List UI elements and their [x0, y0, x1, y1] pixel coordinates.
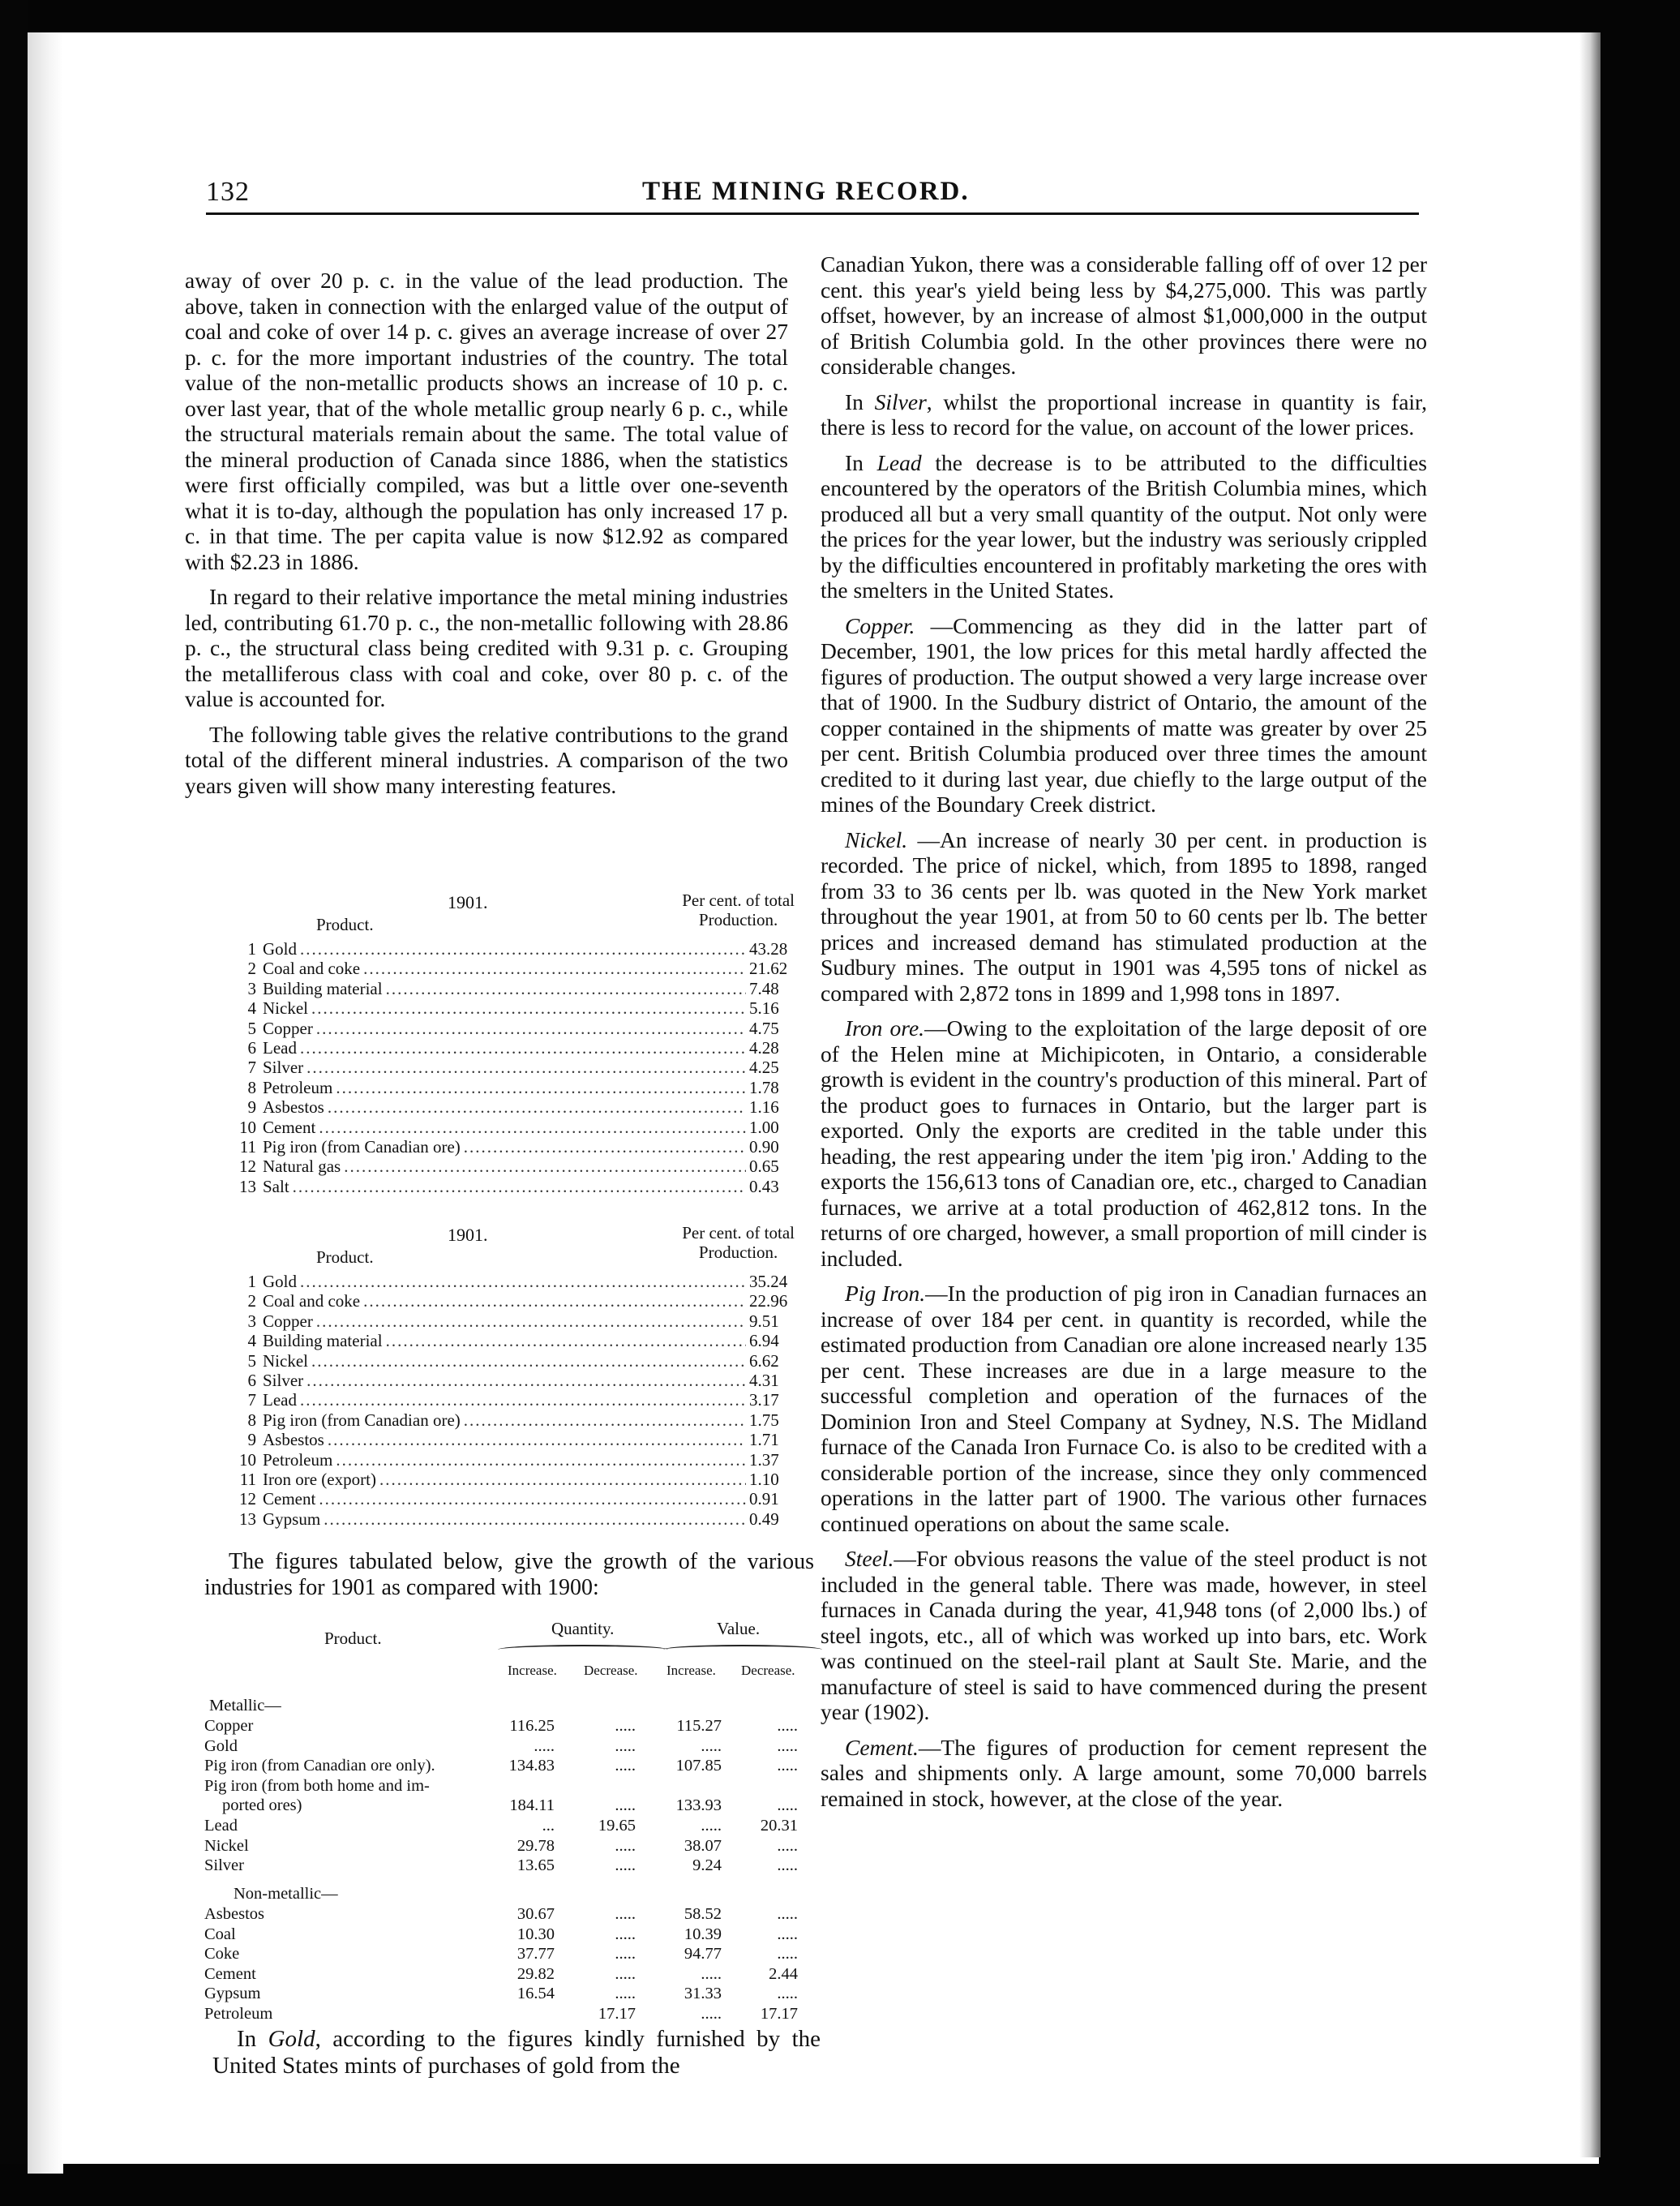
product-header: Product. — [316, 915, 374, 934]
row-product: Coal — [204, 1925, 236, 1943]
cell-v-dec: 20.31 — [760, 1817, 798, 1835]
row-product: Silver — [263, 1370, 304, 1390]
row-number: 12 — [239, 1489, 256, 1509]
cell-q-dec: ..... — [615, 1736, 636, 1755]
left-column-text — [185, 268, 788, 808]
gold-paragraph: In Gold, according to the figures kindly furnished by the United States mints of purchases of gold from the — [212, 2026, 821, 2079]
row-product: Gypsum — [204, 1985, 261, 2003]
cell-v-inc: ..... — [701, 2005, 722, 2023]
row-number: 11 — [239, 1136, 256, 1157]
table-row — [235, 1157, 795, 1176]
row-product: Asbestos — [263, 1430, 324, 1450]
row-number: 7 — [247, 1058, 256, 1078]
year-header: 1901. — [448, 892, 488, 912]
row-percent: 4.28 — [749, 1037, 779, 1058]
cell-v-dec: ..... — [777, 1757, 798, 1775]
table-row — [204, 1836, 821, 1856]
row-percent: 1.16 — [749, 1097, 779, 1118]
row-percent: 21.62 — [749, 959, 788, 979]
leader-dots — [386, 979, 746, 998]
row-percent: 1.75 — [749, 1410, 779, 1430]
row-product: Nickel — [263, 1350, 308, 1371]
row-number: 12 — [239, 1157, 256, 1177]
row-product: Cement — [263, 1489, 316, 1509]
percent-header: Per cent. of total Production. — [682, 891, 795, 929]
section-metallic: Metallic— — [209, 1697, 281, 1715]
leader-dots — [311, 998, 746, 1018]
table-row — [235, 998, 795, 1018]
year-header: 1901. — [448, 1225, 488, 1245]
table-row — [204, 1796, 821, 1815]
row-percent: 35.24 — [749, 1272, 788, 1291]
paragraph-relative-importance: In regard to their relative importance the metal mining industries led, contributing 61.70 p. c., the non-metallic following with 28.86 p. c., the structural class being credited with 9.31 p. c. Grouping the metalliferous class with coal and coke, over 80 p. c. of the value is accounted for. — [185, 584, 788, 711]
quantity-brace — [498, 1645, 668, 1654]
cell-v-inc: 9.24 — [692, 1856, 722, 1875]
table-row — [235, 1509, 795, 1529]
row-number: 10 — [239, 1117, 256, 1137]
table-row — [204, 1816, 821, 1835]
cell-v-inc: 133.93 — [675, 1796, 722, 1815]
row-percent: 1.71 — [749, 1430, 779, 1450]
table-row — [235, 1331, 795, 1350]
row-percent: 43.28 — [749, 939, 788, 959]
percent-header: Per cent. of total Production. — [682, 1223, 795, 1262]
row-number: 6 — [247, 1370, 256, 1390]
table-row — [235, 1019, 795, 1038]
row-percent: 7.48 — [749, 978, 779, 998]
header-rule — [206, 212, 1419, 215]
production-share-table-1 — [235, 891, 795, 1196]
cell-q-inc: 16.54 — [516, 1985, 555, 2003]
paragraph-yukon: Canadian Yukon, there was a considerable falling off of over 12 per cent. this year's yield being less by $4,275,000. This was partly offset, however, by an increase of almost $1,000,000 in the output of British Columbia gold. In the other provinces there were no considerable changes. — [821, 251, 1427, 379]
row-product: Silver — [204, 1856, 244, 1875]
row-percent: 1.37 — [749, 1449, 779, 1470]
table-row — [235, 1371, 795, 1390]
row-product: Coal and coke — [263, 1291, 361, 1311]
row-number: 5 — [247, 1350, 256, 1371]
row-product: Asbestos — [204, 1905, 265, 1923]
production-share-table-2 — [235, 1223, 795, 1529]
table-row — [204, 1716, 821, 1736]
cell-q-dec: ..... — [615, 1757, 636, 1775]
cell-q-dec: ..... — [615, 1945, 636, 1964]
paragraph-cement: Cement.—The figures of production for cement represent the sales and shipments only. A large amount, some 70,000 barrels remained in stock, however, at the close of the year. — [821, 1734, 1427, 1811]
row-percent: 1.00 — [749, 1117, 779, 1137]
leader-dots — [300, 1038, 746, 1058]
row-product: Coke — [204, 1945, 240, 1964]
table-row — [235, 1410, 795, 1430]
table-header — [235, 1223, 795, 1272]
row-product: Nickel — [263, 998, 308, 1019]
table-row — [204, 1944, 821, 1964]
value-header: Value. — [717, 1619, 761, 1638]
row-percent: 22.96 — [749, 1291, 788, 1311]
steel-heading: Steel. — [845, 1546, 894, 1571]
table-row — [235, 1118, 795, 1137]
scan-border-right — [1599, 0, 1680, 2206]
row-percent: 6.94 — [749, 1331, 779, 1351]
row-product: Nickel — [204, 1836, 249, 1855]
row-product: Lead — [263, 1037, 297, 1058]
cell-q-inc: 29.78 — [516, 1836, 555, 1855]
value-increase-header: Increase. — [666, 1663, 716, 1678]
leader-dots — [306, 1058, 746, 1077]
paragraph-table-intro: The following table gives the relative contributions to the grand total of the different mineral industries. A comparison of the two years given will show many interesting features. — [185, 721, 788, 798]
row-product: Copper — [263, 1018, 313, 1038]
pig-iron-heading: Pig Iron. — [845, 1281, 926, 1306]
table-body — [235, 1272, 795, 1529]
row-product: ported ores) — [222, 1796, 302, 1815]
product-header: Product. — [324, 1629, 382, 1648]
row-number: 9 — [247, 1097, 256, 1118]
cell-v-dec: ..... — [777, 1945, 798, 1964]
paragraph-lead: In Lead the decrease is to be attributed to the difficulties encountered by the operators of the British Columbia mines, which produced all but a very small quantity of the output. Not only were the prices for the year lower, but the industry was seriously crippled by the difficulties encountered in profitably marketing the ores with the smelters in the United States. — [821, 449, 1427, 603]
leader-dots — [316, 1311, 746, 1331]
table-body — [235, 939, 795, 1196]
paragraph-nickel: Nickel. —An increase of nearly 30 per cent. in production is recorded. The price of nickel, which, from 1895 to 1898, ranged from 33 to 36 cents per lb. was quoted in the New York market throughout the year 1901, at from 50 to 60 cents per lb. The better prices and increased demand has stimulated production at the Sudbury mines. The output in 1901 was 4,595 tons of nickel as compared with 2,872 tons in 1899 and 1,998 tons in 1897. — [821, 826, 1427, 1006]
table-row — [235, 1450, 795, 1470]
page-gutter-shadow — [28, 32, 63, 2174]
row-percent: 6.62 — [749, 1350, 779, 1371]
row-product: Building material — [263, 1331, 383, 1351]
cell-q-dec: ..... — [615, 1964, 636, 1983]
cell-v-inc: ..... — [701, 1736, 722, 1755]
row-product: Silver — [263, 1058, 304, 1078]
silver-heading: Silver — [874, 388, 927, 414]
table-row — [235, 1390, 795, 1410]
cell-q-inc: 29.82 — [516, 1964, 555, 1983]
leader-dots — [464, 1410, 746, 1430]
row-percent: 3.17 — [749, 1390, 779, 1410]
leader-dots — [316, 1019, 746, 1038]
cell-v-inc: ..... — [701, 1817, 722, 1835]
cell-q-dec: 17.17 — [598, 2005, 636, 2023]
leader-dots — [379, 1470, 746, 1489]
row-product: Building material — [263, 978, 383, 998]
product-header: Product. — [316, 1247, 374, 1267]
cell-q-dec: ..... — [615, 1836, 636, 1855]
cell-q-inc: 37.77 — [516, 1945, 555, 1964]
paragraph-copper: Copper. —Commencing as they did in the latter part of December, 1901, the low prices for this metal hardly affected the figures of production. The output showed a very large increase over that of 1900. In the Sudbury district of Ontario, the amount of the copper contained in the shipments of matte was greater by over 25 per cent. British Columbia produced over three times the amount credited to it during last year, due chiefly to the large output of the mines of the Boundary Creek district. — [821, 612, 1427, 817]
table-row — [235, 979, 795, 998]
row-percent: 0.65 — [749, 1157, 779, 1177]
row-product: Lead — [263, 1390, 297, 1410]
row-product: Copper — [204, 1717, 254, 1735]
row-number: 1 — [247, 939, 256, 959]
cell-v-dec: ..... — [777, 1717, 798, 1735]
paragraph-lead-production: away of over 20 p. c. in the value of the lead production. The above, taken in connection with the enlarged value of the output of coal and coke of over 14 p. c. gives an average increase of over 27 p. c. for the more important industries of the country. The total value of the non-metallic products shows an increase of 10 p. c. over last year, that of the whole metallic group nearly 6 p. c., while the structural materials remain about the same. The total value of the mineral production of Canada since 1886, when the statistics were first officially compiled, was but a little over one-seventh what it is to-day, although the population has only increased 17 p. c. in that time. The per capita value is now $12.92 as compared with $2.23 in 1886. — [185, 268, 788, 574]
table-row — [235, 1291, 795, 1311]
leader-dots — [363, 959, 746, 978]
row-percent: 0.49 — [749, 1509, 779, 1529]
cell-q-dec: 19.65 — [598, 1817, 636, 1835]
scan-border-left — [0, 0, 28, 2206]
table-row — [204, 1964, 821, 1984]
table-row — [204, 1856, 821, 1875]
row-number: 11 — [239, 1469, 256, 1489]
row-number: 9 — [247, 1430, 256, 1450]
cell-v-inc: 31.33 — [684, 1985, 722, 2003]
row-number: 8 — [247, 1410, 256, 1430]
leader-dots — [363, 1291, 746, 1311]
leader-dots — [328, 1097, 746, 1117]
row-number: 4 — [247, 998, 256, 1019]
value-brace — [663, 1645, 822, 1654]
cell-q-inc: ..... — [534, 1736, 555, 1755]
row-number: 7 — [247, 1390, 256, 1410]
row-percent: 4.31 — [749, 1370, 779, 1390]
page-number: 132 — [206, 177, 250, 207]
row-number: 8 — [247, 1077, 256, 1097]
leader-dots — [344, 1157, 746, 1176]
cell-q-dec: ..... — [615, 1985, 636, 2003]
scan-border-top — [0, 0, 1680, 32]
cell-v-dec: ..... — [777, 1736, 798, 1755]
row-percent: 9.51 — [749, 1311, 779, 1331]
table-row — [204, 2004, 821, 2024]
table-row — [235, 959, 795, 978]
row-number: 13 — [239, 1509, 256, 1529]
cell-q-inc: 10.30 — [516, 1925, 555, 1943]
leader-dots — [328, 1430, 746, 1449]
table-row — [235, 1489, 795, 1509]
table-row — [235, 1272, 795, 1291]
row-number: 10 — [239, 1449, 256, 1470]
table-row — [235, 1058, 795, 1077]
copper-heading: Copper. — [845, 612, 915, 638]
leader-dots — [300, 939, 746, 959]
row-product: Pig iron (from Canadian ore) — [263, 1410, 461, 1430]
cell-v-inc: ..... — [701, 1964, 722, 1983]
row-product: Gold — [263, 939, 297, 959]
cell-q-inc: 184.11 — [509, 1796, 555, 1815]
cell-q-dec: ..... — [615, 1856, 636, 1875]
leader-dots — [319, 1118, 746, 1137]
row-product: Gold — [204, 1736, 238, 1755]
row-number: 2 — [247, 959, 256, 979]
cell-q-inc: 30.67 — [516, 1905, 555, 1923]
leader-dots — [464, 1137, 746, 1157]
row-percent: 0.90 — [749, 1136, 779, 1157]
quantity-decrease-header: Decrease. — [584, 1663, 638, 1678]
cell-v-dec: ..... — [777, 1856, 798, 1875]
leader-dots — [300, 1272, 746, 1291]
value-decrease-header: Decrease. — [741, 1663, 795, 1678]
cell-v-dec: ..... — [777, 1836, 798, 1855]
section-nonmetallic: Non-metallic— — [234, 1885, 338, 1903]
row-number: 6 — [247, 1037, 256, 1058]
table-row — [235, 1137, 795, 1157]
row-product: Cement — [263, 1117, 316, 1137]
row-product: Pig iron (from Canadian ore only). — [204, 1757, 435, 1775]
table-row — [235, 1470, 795, 1489]
cell-q-dec: ..... — [615, 1925, 636, 1943]
table-row — [204, 1776, 821, 1796]
cell-v-inc: 58.52 — [684, 1905, 722, 1923]
row-product: Coal and coke — [263, 959, 361, 979]
scan-border-bottom — [0, 2164, 1680, 2206]
row-product: Lead — [204, 1817, 238, 1835]
row-product: Salt — [263, 1176, 289, 1196]
row-product: Natural gas — [263, 1157, 341, 1177]
row-number: 1 — [247, 1272, 256, 1291]
leader-dots — [336, 1078, 746, 1097]
table-row — [235, 1430, 795, 1449]
table-row — [204, 1756, 821, 1775]
cell-v-inc: 94.77 — [684, 1945, 722, 1964]
row-product: Gold — [263, 1272, 297, 1291]
lead-heading: Lead — [876, 449, 922, 475]
paragraph-iron-ore: Iron ore.—Owing to the exploitation of the large deposit of ore of the Helen mine at Michipicoten, in Ontario, a considerable growth is evident in the country's production of this mineral. Part of the product goes to furnaces in Ontario, but the larger part is exported. Only the exports are credited in the table under this heading, the rest appearing under the item 'pig iron.' Adding to the exports the 156,613 tons of Canadian ore, etc., charged to Canadian furnaces, we arrive at a total production of 462,812 tons. In the returns of ore charged, however, a small proportion of mill cinder is included. — [821, 1015, 1427, 1271]
leader-dots — [336, 1450, 746, 1470]
row-product: Iron ore (export) — [263, 1469, 376, 1489]
cell-v-inc: 107.85 — [675, 1757, 722, 1775]
cell-q-dec: ..... — [615, 1905, 636, 1923]
cell-q-dec: ..... — [615, 1796, 636, 1815]
paragraph-silver: In Silver, whilst the proportional increase in quantity is fair, there is less to record for the value, on account of the lower prices. — [821, 388, 1427, 440]
leader-dots — [311, 1351, 746, 1371]
row-percent: 0.43 — [749, 1176, 779, 1196]
page-edge-shadow — [1579, 32, 1601, 2157]
right-column-text — [821, 251, 1427, 1821]
table-row — [204, 1904, 821, 1924]
cell-q-inc: ... — [542, 1817, 555, 1835]
cell-q-inc: 13.65 — [516, 1856, 555, 1875]
row-product: Copper — [263, 1311, 313, 1331]
row-product: Petroleum — [263, 1077, 333, 1097]
iron-ore-heading: Iron ore. — [845, 1015, 925, 1041]
running-title: THE MINING RECORD. — [642, 177, 970, 206]
cell-v-dec: ..... — [777, 1985, 798, 2003]
table-row — [204, 1984, 821, 2003]
cell-v-inc: 10.39 — [684, 1925, 722, 1943]
cell-q-inc: 134.83 — [508, 1757, 555, 1775]
row-number: 5 — [247, 1018, 256, 1038]
row-number: 2 — [247, 1291, 256, 1311]
cell-q-dec: ..... — [615, 1717, 636, 1735]
table-row — [235, 1078, 795, 1097]
cell-v-dec: 17.17 — [760, 2005, 798, 2023]
row-percent: 5.16 — [749, 998, 779, 1019]
table-row — [235, 1311, 795, 1331]
row-product: Pig iron (from both home and im- — [204, 1776, 430, 1795]
row-product: Petroleum — [204, 2005, 273, 2023]
row-percent: 0.91 — [749, 1489, 779, 1509]
cell-v-dec: ..... — [777, 1925, 798, 1943]
nickel-heading: Nickel. — [845, 826, 908, 852]
cement-heading: Cement. — [845, 1734, 919, 1760]
quantity-increase-header: Increase. — [508, 1663, 557, 1678]
row-number: 13 — [239, 1176, 256, 1196]
table-row — [235, 1351, 795, 1371]
table-row — [235, 1097, 795, 1117]
cell-v-inc: 115.27 — [676, 1717, 722, 1735]
leader-dots — [324, 1509, 746, 1529]
row-product: Cement — [204, 1964, 256, 1983]
cell-v-dec: ..... — [777, 1796, 798, 1815]
gold-heading: Gold — [268, 2026, 315, 2052]
paragraph-steel: Steel.—For obvious reasons the value of the steel product is not included in the general table. There was made, however, in steel furnaces in Canada during the year, 41,948 tons (of 2,000 lbs.) of steel ingots, etc., all of which was worked up into bars, etc. Work was continued on the steel-rail plant at Sault Ste. Marie, and the manufacture of steel is said to have commenced during the present year (1902). — [821, 1546, 1427, 1724]
row-product: Petroleum — [263, 1449, 333, 1470]
row-number: 4 — [247, 1331, 256, 1351]
table-row — [204, 1925, 821, 1944]
leader-dots — [306, 1371, 746, 1390]
row-product: Gypsum — [263, 1509, 321, 1529]
paragraph-pig-iron: Pig Iron.—In the production of pig iron in Canadian furnaces an increase of over 184 per cent. in quantity is recorded, while the estimated production from Canadian ore alone increased nearly 135 per cent. These increases are due in a large measure to the successful completion and operation of the furnaces of the Dominion Iron and Steel Company at Sydney, N.S. The Midland furnace of the Canada Iron Furnace Co. is also to be credited with a considerable portion of the increase, since they only commenced operations in the latter part of 1900. The various other furnaces continued operations on about the same scale. — [821, 1281, 1428, 1536]
leader-dots — [386, 1331, 746, 1350]
cell-v-inc: 38.07 — [684, 1836, 722, 1855]
table-row — [235, 939, 795, 959]
leader-dots — [293, 1177, 746, 1196]
leader-dots — [300, 1390, 746, 1410]
row-percent: 1.78 — [749, 1077, 779, 1097]
leader-dots — [319, 1489, 746, 1509]
row-percent: 1.10 — [749, 1469, 779, 1489]
table-header — [235, 891, 795, 939]
quantity-header: Quantity. — [551, 1619, 615, 1638]
row-product: Asbestos — [263, 1097, 324, 1118]
cell-v-dec: ..... — [777, 1905, 798, 1923]
cell-q-inc: 116.25 — [509, 1717, 555, 1735]
table-row — [235, 1038, 795, 1058]
cell-v-dec: 2.44 — [769, 1964, 798, 1983]
table-row — [235, 1177, 795, 1196]
table-row — [204, 1736, 821, 1756]
row-percent: 4.25 — [749, 1058, 779, 1078]
row-number: 3 — [247, 1311, 256, 1331]
row-number: 3 — [247, 978, 256, 998]
growth-table-intro: The figures tabulated below, give the growth of the various industries for 1901 as compared with 1900: — [204, 1549, 814, 1600]
row-product: Pig iron (from Canadian ore) — [263, 1136, 461, 1157]
row-percent: 4.75 — [749, 1018, 779, 1038]
